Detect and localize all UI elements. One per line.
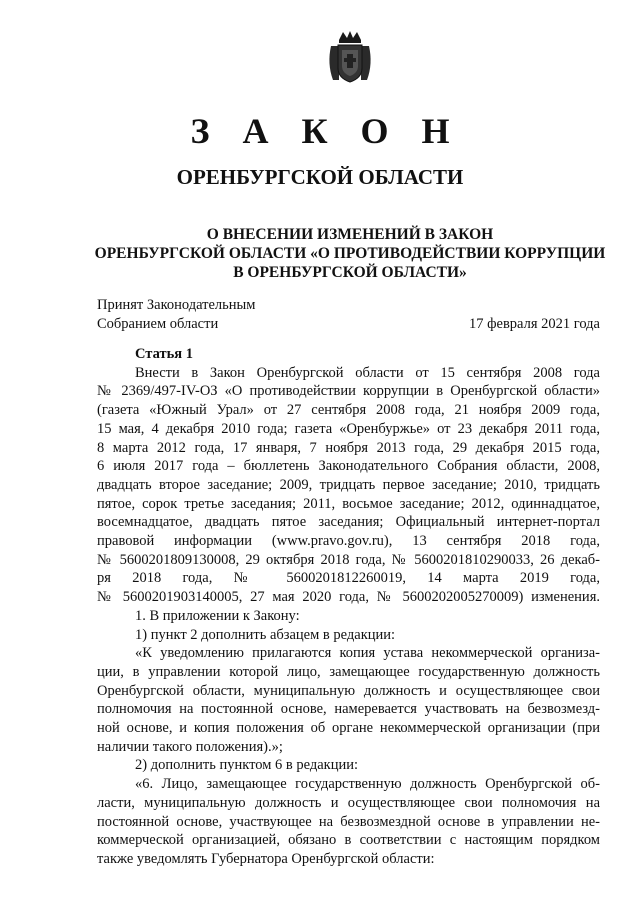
law-type-title: З А К О Н bbox=[190, 111, 462, 151]
text-line: коммерческой организацией, обязано в соответствии с настоящим порядком bbox=[97, 832, 600, 849]
law-title-line: О ВНЕСЕНИИ ИЗМЕНЕНИЙ В ЗАКОН bbox=[206, 226, 494, 243]
article-title: Статья 1 bbox=[135, 346, 193, 362]
text-line: (газета «Южный Урал» от 27 сентября 2008 года, 21 ноября 2009 года, bbox=[97, 402, 600, 419]
text-line: восемнадцатое, двадцать пятое заседания; Официальный интернет-портал bbox=[97, 514, 600, 531]
law-title bbox=[60, 225, 640, 282]
text-line: 8 марта 2012 года, 17 января, 7 ноября 2013 года, 29 декабря 2015 года, bbox=[97, 439, 600, 456]
article-paragraph bbox=[97, 364, 600, 607]
coat-of-arms-icon bbox=[325, 30, 375, 84]
text-line: наличии такого положения).»; bbox=[97, 738, 283, 755]
text-line: ласти, муниципальную должность и осуществляющее свои полномочия на bbox=[97, 794, 600, 811]
adoption-date: 17 февраля 2021 года bbox=[468, 316, 600, 332]
text-line: «К уведомлению прилагаются копия устава некоммерческой организа- bbox=[135, 645, 600, 662]
text-line: полномочия на постоянной основе, намеревается участвовать на безвозмезд- bbox=[97, 701, 600, 718]
quote-2 bbox=[97, 775, 600, 869]
text-line: 6 июля 2017 года – бюллетень Законодательного Собрания области, 2008, bbox=[97, 458, 600, 475]
text-line: № 2369/497-IV-ОЗ «О противодействии коррупции в Оренбургской области» bbox=[97, 383, 600, 400]
subitem-1: 1) пункт 2 дополнить абзацем в редакции: bbox=[135, 626, 396, 643]
text-line: пятое, сорок третье заседания; 2011, восьмое заседание; 2012, одиннадцатое, bbox=[97, 495, 600, 512]
adoption-line: Собранием области bbox=[97, 316, 219, 332]
law-body bbox=[97, 345, 600, 869]
text-line: Внести в Закон Оренбургской области от 15 сентября 2008 года bbox=[135, 364, 600, 381]
text-line: ря 2018 года, № 5600201812260019, 14 марта 2019 года, bbox=[97, 570, 600, 587]
text-line: № 5600201809130008, 29 октября 2018 года, № 5600201810290033, 26 декаб- bbox=[97, 551, 600, 568]
region-subtitle: ОРЕНБУРГСКОЙ ОБЛАСТИ bbox=[176, 165, 464, 189]
quote-1 bbox=[97, 644, 600, 756]
adoption-info bbox=[97, 296, 255, 334]
text-line: № 5600201903140005, 27 мая 2020 года, № 5600202005270009) изменения. bbox=[97, 589, 600, 606]
text-line: двадцать второе заседание; 2009, тридцать первое заседание; 2010, тридцать bbox=[97, 476, 600, 493]
text-line: ной основе, и копия положения об органе некоммерческой организации (при bbox=[97, 720, 600, 737]
subitem-2: 2) дополнить пунктом 6 в редакции: bbox=[135, 757, 359, 774]
text-line: правовой информации (www.pravo.gov.ru), 13 сентября 2018 года, bbox=[97, 533, 600, 550]
law-title-line: В ОРЕНБУРГСКОЙ ОБЛАСТИ» bbox=[233, 264, 467, 281]
item-1: 1. В приложении к Закону: bbox=[135, 607, 300, 624]
text-line: «6. Лицо, замещающее государственную должность Оренбургской об- bbox=[135, 776, 600, 793]
text-line: Оренбургской области, муниципальную должность и осуществляющее свои bbox=[97, 682, 600, 699]
law-title-line: ОРЕНБУРГСКОЙ ОБЛАСТИ «О ПРОТИВОДЕЙСТВИИ КОРРУПЦИИ bbox=[94, 245, 606, 262]
text-line: 15 мая, 4 декабря 2010 года; газета «Оренбуржье» от 23 декабря 2011 года, bbox=[97, 420, 600, 437]
text-line: ции, в управлении которой лицо, замещающее государственную должность bbox=[97, 663, 600, 680]
adoption-line: Принят Законодательным bbox=[97, 297, 256, 313]
text-line: постоянной основе, участвующее на безвозмездной основе в управлении не- bbox=[97, 813, 600, 830]
text-line: также уведомлять Губернатора Оренбургской области: bbox=[97, 850, 435, 867]
